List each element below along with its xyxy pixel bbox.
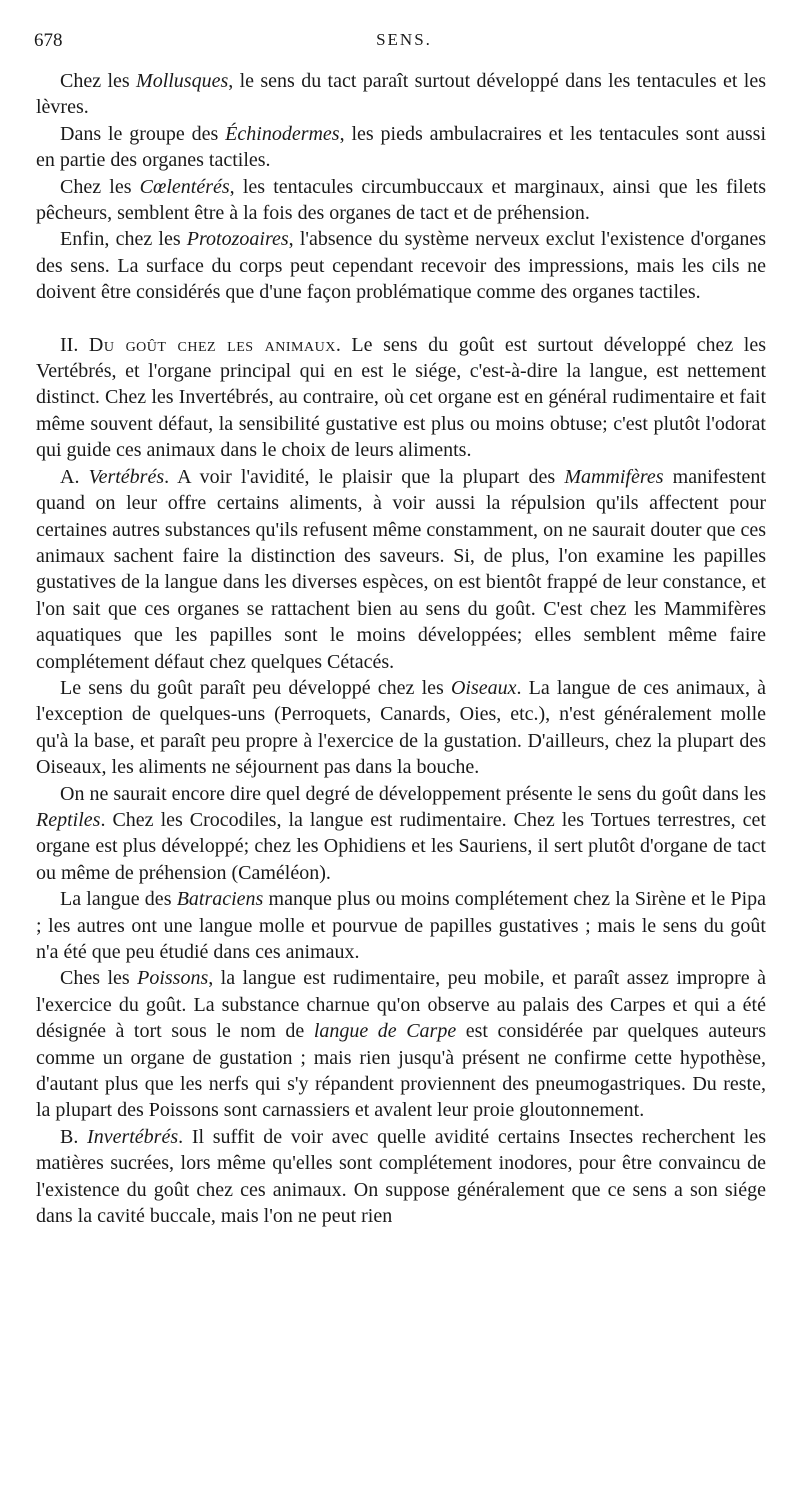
paragraph — [36, 174, 766, 227]
page-number: 678 — [34, 30, 63, 51]
paragraph — [36, 68, 766, 121]
italic-term: Protozoaires — [186, 228, 289, 251]
italic-term: Mollusques — [136, 70, 229, 92]
text-run: On ne saurait encore dire quel degré de développement présente le sens du goût dans les — [60, 782, 766, 805]
italic-term: Mammifères — [564, 465, 664, 488]
text-run: manifestent quand on leur offre certains aliments, à voir aussi la répulsion qu'ils affectent pour certaines autres substances qu'ils refusent même constamment, on ne saurait douter que ces animaux sachent faire la distinction des saveurs. Si, de plus, l'on examine les papilles gustatives de la langue dans les diverses espèces, on est bientôt frappé de leur constance, et l'on sait que ces organes se rattachent bien au sens du goût. C'est chez les Mammifères aquatiques que les papilles sont le moins développées; elles semblent même faire complétement défaut chez quelques Cétacés. — [36, 465, 766, 673]
text-run: B. — [60, 1125, 88, 1148]
italic-term: Reptiles — [36, 808, 101, 831]
text-run: Chez les — [60, 175, 140, 198]
text-run: est considérée par quelques auteurs comme un organe de gustation ; mais rien jusqu'à présent ne confirme cette hypothèse, d'autant plus que les nerfs qui s'y répandent proviennent des pneumogastriques. Du reste, la plupart des Poissons sont carnassiers et avalent leur proie gloutonnement. — [36, 1020, 766, 1122]
paragraph — [36, 121, 766, 174]
italic-term: Poissons — [137, 967, 209, 990]
paragraph — [36, 886, 766, 965]
text-run: Ches les — [60, 967, 138, 990]
text-run: . A voir l'avidité, le plaisir que la plupart des — [164, 465, 565, 488]
italic-term: Cœlentérés — [139, 175, 230, 198]
text-run: . La langue de ces animaux, à l'exception de quelques-uns (Perroquets, Canards, Oies, etc.), n'est généralement molle qu'à la base, et paraît peu propre à l'exercice de la gustation. D'ailleurs, chez la plupart des Oiseaux, les aliments ne séjournent pas dans la bouche. — [36, 676, 766, 779]
page-header — [34, 30, 774, 56]
section-heading: Du goût chez les animaux — [88, 333, 336, 356]
paragraph-gap — [60, 306, 766, 332]
paragraph — [36, 675, 766, 781]
italic-term: langue de Carpe — [313, 1020, 457, 1043]
text-run: Dans le groupe des — [60, 122, 226, 145]
text-run: Le sens du goût paraît peu développé chez les — [60, 676, 451, 699]
italic-term: Invertébrés — [87, 1125, 179, 1148]
paragraph — [36, 226, 766, 305]
text-run: II. — [60, 333, 89, 356]
text-run: Enfin, chez les — [60, 228, 187, 251]
italic-term: Vertébrés — [88, 465, 165, 488]
paragraph — [36, 1124, 766, 1230]
text-run: Chez les — [60, 70, 137, 92]
text-run: A. — [60, 465, 89, 488]
body-text — [36, 68, 767, 1229]
italic-term: Échinodermes — [225, 122, 340, 145]
text-run: . Chez les Crocodiles, la langue est rudimentaire. Chez les Tortues terrestres, cet organe est plus développé; chez les Ophidiens et les Sauriens, il sert plutôt d'organe de tact ou même de préhension (Caméléon). — [36, 808, 766, 884]
paragraph — [36, 781, 766, 887]
paragraph — [36, 464, 766, 675]
paragraph — [36, 965, 766, 1123]
running-title: SENS. — [376, 30, 432, 49]
paragraph — [36, 332, 766, 464]
text-run: . Le sens du goût est surtout développé chez les Vertébrés, et l'organe principal qui en est le siége, c'est-à-dire la langue, est nettement distinct. Chez les Invertébrés, au contraire, où cet organe est en général rudimentaire et fait même souvent défaut, la sensibilité gustative est plus ou moins obtuse; c'est plutôt l'odorat qui guide ces animaux dans le choix de leurs aliments. — [36, 333, 766, 462]
text-run: , le sens du tact paraît surtout développé dans les tentacules et les lèvres. — [36, 70, 766, 119]
text-run: manque plus ou moins complétement chez la Sirène et le Pipa ; les autres ont une langue molle et pourvue de papilles gustatives ; mais le sens du goût n'a été que peu étudié dans ces animaux. — [36, 888, 766, 963]
text-run: , l'absence du système nerveux exclut l'existence d'organes des sens. La surface du corps peut cependant recevoir des impressions, mais les cils ne doivent être considérés que d'une façon problématique comme des organes tactiles. — [36, 228, 767, 304]
text-run: , les pieds ambulacraires et les tentacules sont aussi en partie des organes tactiles. — [36, 122, 767, 172]
text-run: La langue des — [60, 888, 177, 911]
text-run: , les tentacules circumbuccaux et marginaux, ainsi que les filets pêcheurs, semblent être à la fois des organes de tact et de préhension. — [36, 175, 766, 225]
italic-term: Batraciens — [176, 888, 264, 911]
text-run: . Il suffit de voir avec quelle avidité certains Insectes recherchent les matières sucrées, lors même qu'elles sont complétement inodores, pour être convaincu de l'existence du goût chez ces animaux. On suppose généralement que ce sens a son siége dans la cavité buccale, mais l'on ne peut rien — [36, 1125, 766, 1228]
text-run: , la langue est rudimentaire, peu mobile, et paraît assez impropre à l'exercice du goût. La substance charnue qu'on observe au palais des Carpes et qui a été désignée à tort sous le nom de — [36, 967, 766, 1043]
italic-term: Oiseaux — [450, 676, 517, 699]
